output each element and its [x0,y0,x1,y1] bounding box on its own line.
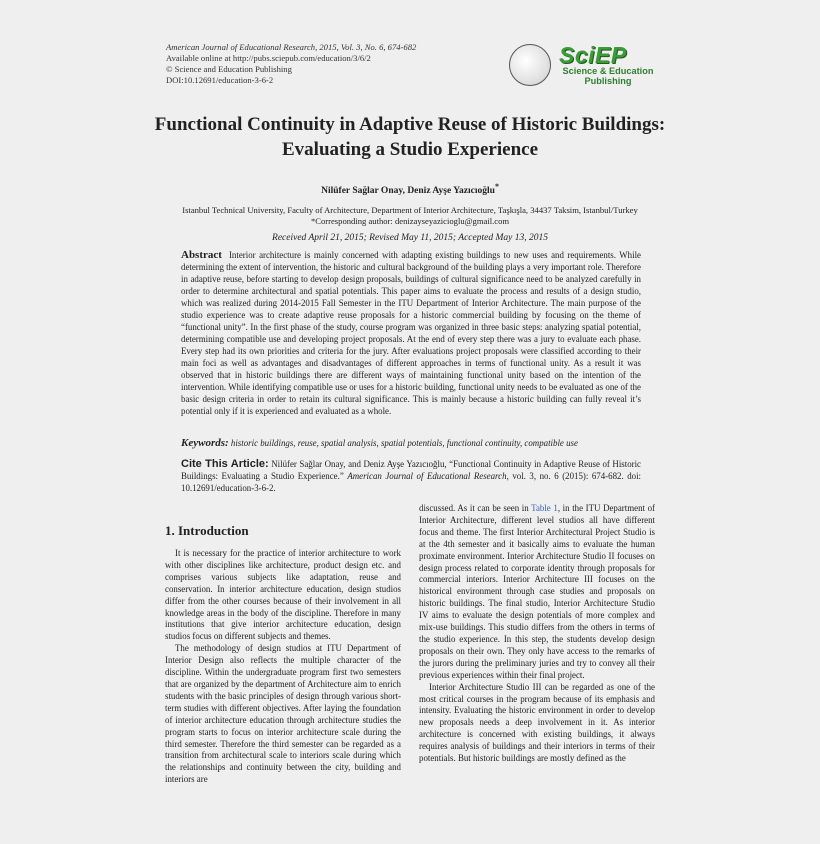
available-online-line: Available online at http://pubs.sciepub.com/education/3/6/2 [166,53,371,63]
affiliation: Istanbul Technical University, Faculty of Architecture, Department of Interior Architecture, Taşkışla, 34437 Taksim, Istanbul/Turkey *Corresponding author: denizayseyazicioglu@gmail.com [150,205,670,227]
paragraph: The methodology of design studios at ITU Department of Interior Design also reflects the multiple character of the discipline. Within the undergraduate program first two semesters that are organized by the department of Architecture aim to enrich students with the basic principles of design through various short-term studies with different objectives. After laying the foundation of interior architecture education through architecture studies the program starts to focus on interior architecture scale during the third semester. Therefore the third semester can be regarded as a transition from architectural scale to interiors scale during which the relationships and continuity between the city, building and interiors are [165,643,401,785]
left-column [165,548,401,786]
paragraph: discussed. As it can be seen in Table 1, in the ITU Department of Interior Architecture, different level studios all have different focus and theme. The first Interior Architectural Project Studio is at the 4th semester and it basically aims to evaluate the human proximate environment. Interior Architecture Studio II focuses on design process related to corporate identity through proposals for commercial interiors. Interior Architecture III focuses on the historical environment through case studies and proposals on historic buildings. The final studio, Interior Architecture Studio IV aims to evaluate the design potentials of more complex and mix-use buildings. This studio differs from the others in terms of the studio experience. In this step, the students develop design proposals on their own. They only have access to the remarks of the jurors during the preliminary juries and try to convey all their previous experiences within their final project. [419,503,655,680]
right-column [419,503,655,765]
table-link[interactable]: Table 1 [531,503,558,513]
abstract-text: Interior architecture is mainly concerned with adapting existing buildings to new uses and requirements. While determining the extent of intervention, the historic and cultural background of the building plays a very important role. Therefore in adaptive reuse, before starting to develop design proposals, buildings of cultural significance need to be analyzed carefully in order to determine architectural and spatial potentials. This paper aims to evaluate the process and results of a design studio, which was realized during 2014-2015 Fall Semester in the ITU Department of Interior Architecture. The main purpose of the studio experience was to create adaptive reuse proposals for a historic commercial building by focusing on the theme of “functional unity”. In the first phase of the study, course program was organized in three basic steps: analyzing spatial potential, determining compatible use and developing project proposals. At the end of every step there was a jury to evaluate each phase. Every step had its own priorities and criteria for the jury. After evaluations project proposals were classified according to their main foci as well as advantages and disadvantages of different approaches in terms of functional unity. As a result it was observed that in historic buildings there are different ways of maintaining functional unity based on the intention of the intervention. While identifying compatible use or uses for a historic building, functional unity needs to be evaluated as one of the basic design criteria in order to retain its cultural significance. This is mainly because a historic building can fully reveal it’s potential only if it is experienced and evaluated as a whole. [181,250,641,416]
cite-label: Cite This Article: [181,458,269,470]
logo-wordmark: SciEP [559,42,627,68]
doi-line: DOI:10.12691/education-3-6-2 [166,75,274,85]
cite-this-article: Cite This Article: Nilüfer Sağlar Onay, and Deniz Ayşe Yazıcıoğlu, “Functional Continuity in Adaptive Reuse of Historic Buildings: Evaluating a Studio Experience.” American Journal of Educational Research, vol. 3, no. 6 (2015): 674-682. doi: 10.12691/education-3-6-2. [181,458,642,493]
abstract [181,249,641,417]
copyright-line: © Science and Education Publishing [166,64,292,74]
journal-header [166,42,416,86]
globe-icon [509,44,551,86]
paper-title: Functional Continuity in Adaptive Reuse of Historic Buildings: Evaluating a Studio Experience [154,114,666,160]
logo-subtitle: Science & Education Publishing [562,66,654,86]
corresponding-mark: * [494,182,499,191]
keywords-text: historic buildings, reuse, spatial analysis, spatial potentials, functional continuity, compatible use [230,438,578,448]
section-heading: 1. Introduction [165,523,249,538]
paragraph: It is necessary for the practice of interior architecture to work with other disciplines like architecture, product design etc. and comprises various subjects like adaptation, reuse and conservation. In interior architecture education, design studios differ from the other courses because of their involvement in all knowledge areas in the body of the discipline. Therefore in many institutions that give interior architecture education, design studios focus on different subjects and themes. [165,548,401,642]
paragraph: Interior Architecture Studio III can be regarded as one of the most critical courses in the program because of its emphasis and intensity. Evaluating the historic environment in order to develop new proposals needs a deep involvement in it. As interior architecture is concerned with existing buildings, it always requires analysis of buildings and their interiors in terms of their potentials. But historic buildings are mostly defined as the [419,681,655,764]
corresponding-author: *Corresponding author: denizayseyazicioglu@gmail.com [310,216,510,226]
publisher-logo [509,42,659,86]
cite-journal: American Journal of Educational Research [347,471,507,481]
keywords-label: Keywords: [181,437,229,449]
abstract-label: Abstract [181,249,222,261]
journal-citation-line: American Journal of Educational Research, 2015, Vol. 3, No. 6, 674-682 [166,42,417,52]
keywords [181,437,641,449]
authors: Nilüfer Sağlar Onay, Deniz Ayşe Yazıcıoğlu* [321,182,499,197]
article-dates: Received April 21, 2015; Revised May 11, 2015; Accepted May 13, 2015 [272,233,548,243]
